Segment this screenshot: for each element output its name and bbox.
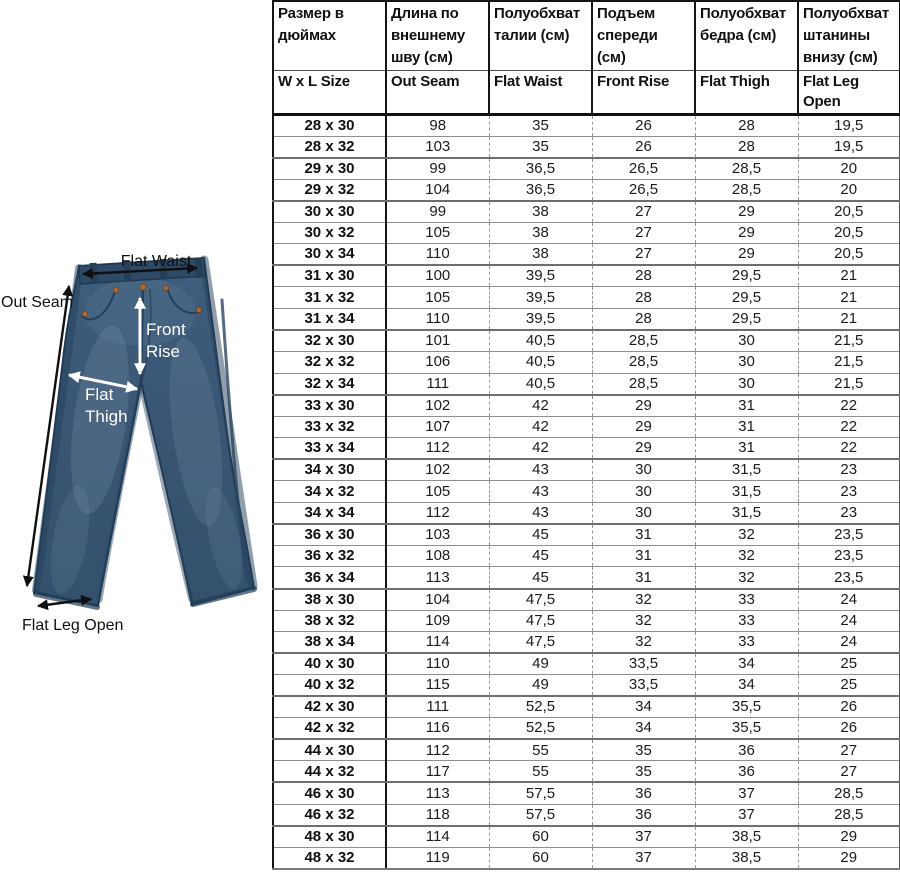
measurement-cell: 60	[489, 826, 592, 848]
table-row	[273, 567, 900, 589]
measurement-cell: 113	[386, 567, 489, 589]
table-row	[273, 373, 900, 395]
measurement-cell: 37	[695, 804, 798, 826]
measurement-cell: 28,5	[695, 158, 798, 180]
measurement-cell: 24	[798, 632, 900, 654]
size-cell: 30 x 32	[273, 222, 386, 244]
measurement-cell: 22	[798, 438, 900, 460]
measurement-cell: 110	[386, 653, 489, 675]
measurement-cell: 102	[386, 395, 489, 417]
measurement-cell: 19,5	[798, 136, 900, 158]
measurement-cell: 112	[386, 502, 489, 524]
measurement-cell: 107	[386, 416, 489, 438]
column-header-ru: Размер в дюймах	[273, 1, 386, 71]
measurement-cell: 21,5	[798, 330, 900, 352]
measurement-cell: 28	[695, 115, 798, 137]
column-header-en: Front Rise	[592, 71, 695, 115]
measurement-cell: 26	[592, 115, 695, 137]
measurement-cell: 21,5	[798, 352, 900, 374]
measurement-cell: 28	[592, 308, 695, 330]
measurement-cell: 34	[592, 696, 695, 718]
measurement-cell: 42	[489, 395, 592, 417]
front-rise-label-line2: Rise	[146, 342, 181, 361]
measurement-cell: 55	[489, 761, 592, 783]
measurement-cell: 29	[798, 826, 900, 848]
size-cell: 29 x 30	[273, 158, 386, 180]
table-row	[273, 545, 900, 567]
measurement-cell: 20,5	[798, 222, 900, 244]
size-cell: 36 x 34	[273, 567, 386, 589]
table-row	[273, 653, 900, 675]
measurement-cell: 24	[798, 610, 900, 632]
table-row	[273, 524, 900, 546]
measurement-cell: 21,5	[798, 373, 900, 395]
measurement-cell: 36	[592, 782, 695, 804]
measurement-cell: 98	[386, 115, 489, 137]
measurement-cell: 38	[489, 244, 592, 266]
size-cell: 36 x 30	[273, 524, 386, 546]
measurement-cell: 47,5	[489, 632, 592, 654]
measurement-cell: 23,5	[798, 524, 900, 546]
measurement-cell: 32	[592, 589, 695, 611]
measurement-cell: 28,5	[798, 782, 900, 804]
measurement-cell: 36,5	[489, 158, 592, 180]
table-row	[273, 287, 900, 309]
measurement-cell: 23	[798, 459, 900, 481]
table-row	[273, 179, 900, 201]
measurement-cell: 108	[386, 545, 489, 567]
measurement-cell: 24	[798, 589, 900, 611]
size-cell: 48 x 30	[273, 826, 386, 848]
size-cell: 44 x 30	[273, 739, 386, 761]
column-header-en: Flat Leg Open	[798, 71, 900, 115]
size-cell: 38 x 30	[273, 589, 386, 611]
measurement-cell: 19,5	[798, 115, 900, 137]
measurement-cell: 28	[592, 287, 695, 309]
column-header-ru: Полуобхват штанины внизу (см)	[798, 1, 900, 71]
measurement-cell: 21	[798, 287, 900, 309]
measurement-cell: 106	[386, 352, 489, 374]
measurement-cell: 111	[386, 373, 489, 395]
table-row	[273, 308, 900, 330]
measurement-cell: 20	[798, 179, 900, 201]
measurement-cell: 20,5	[798, 201, 900, 223]
measurement-cell: 57,5	[489, 804, 592, 826]
measurement-cell: 105	[386, 481, 489, 503]
measurement-cell: 111	[386, 696, 489, 718]
measurement-cell: 57,5	[489, 782, 592, 804]
size-cell: 40 x 30	[273, 653, 386, 675]
measurement-cell: 112	[386, 739, 489, 761]
measurement-cell: 40,5	[489, 352, 592, 374]
measurement-cell: 104	[386, 179, 489, 201]
measurement-cell: 23	[798, 481, 900, 503]
out-seam-label: Out Seam	[1, 294, 74, 311]
table-row	[273, 610, 900, 632]
measurement-cell: 39,5	[489, 308, 592, 330]
measurement-cell: 26,5	[592, 158, 695, 180]
measurement-cell: 32	[695, 524, 798, 546]
measurement-cell: 21	[798, 308, 900, 330]
measurement-cell: 29,5	[695, 287, 798, 309]
measurement-cell: 49	[489, 653, 592, 675]
measurement-cell: 33	[695, 589, 798, 611]
measurement-cell: 26	[592, 136, 695, 158]
measurement-cell: 37	[695, 782, 798, 804]
size-cell: 46 x 30	[273, 782, 386, 804]
measurement-cell: 30	[592, 502, 695, 524]
size-cell: 32 x 34	[273, 373, 386, 395]
table-row	[273, 136, 900, 158]
measurement-cell: 40,5	[489, 330, 592, 352]
size-cell: 44 x 32	[273, 761, 386, 783]
measurement-cell: 38,5	[695, 847, 798, 869]
measurement-cell: 27	[592, 244, 695, 266]
measurement-cell: 31,5	[695, 502, 798, 524]
measurement-cell: 99	[386, 201, 489, 223]
size-table-wrap	[272, 0, 900, 888]
measurement-cell: 32	[695, 545, 798, 567]
measurement-cell: 31	[695, 438, 798, 460]
measurement-cell: 35,5	[695, 696, 798, 718]
measurement-cell: 39,5	[489, 287, 592, 309]
size-cell: 31 x 30	[273, 265, 386, 287]
measurement-cell: 29	[695, 244, 798, 266]
measurement-cell: 23,5	[798, 567, 900, 589]
measurement-cell: 117	[386, 761, 489, 783]
measurement-cell: 103	[386, 524, 489, 546]
measurement-cell: 38	[489, 222, 592, 244]
table-row	[273, 696, 900, 718]
measurement-cell: 38,5	[695, 826, 798, 848]
measurement-cell: 31	[592, 567, 695, 589]
measurement-cell: 36	[592, 804, 695, 826]
size-cell: 33 x 34	[273, 438, 386, 460]
measurement-cell: 100	[386, 265, 489, 287]
measurement-cell: 34	[695, 675, 798, 697]
measurement-cell: 105	[386, 287, 489, 309]
measurement-cell: 36	[695, 739, 798, 761]
measurement-cell: 114	[386, 826, 489, 848]
measurement-cell: 22	[798, 395, 900, 417]
flat-leg-open-label: Flat Leg Open	[22, 617, 124, 634]
measurement-cell: 26,5	[592, 179, 695, 201]
measurement-cell: 40,5	[489, 373, 592, 395]
column-header-ru: Длина по внешнему шву (см)	[386, 1, 489, 71]
measurement-cell: 52,5	[489, 696, 592, 718]
measurement-cell: 110	[386, 244, 489, 266]
measurement-cell: 29,5	[695, 308, 798, 330]
measurement-cell: 60	[489, 847, 592, 869]
measurement-cell: 118	[386, 804, 489, 826]
measurement-cell: 21	[798, 265, 900, 287]
measurement-cell: 20,5	[798, 244, 900, 266]
measurement-cell: 35	[592, 761, 695, 783]
measurement-cell: 47,5	[489, 610, 592, 632]
measurement-cell: 28,5	[592, 330, 695, 352]
column-header-en: W x L Size	[273, 71, 386, 115]
measurement-cell: 35	[592, 739, 695, 761]
measurement-cell: 101	[386, 330, 489, 352]
size-cell: 30 x 34	[273, 244, 386, 266]
measurement-cell: 32	[695, 567, 798, 589]
size-cell: 34 x 34	[273, 502, 386, 524]
measurement-cell: 43	[489, 502, 592, 524]
measurement-cell: 26	[798, 696, 900, 718]
measurement-cell: 36	[695, 761, 798, 783]
measurement-cell: 34	[592, 718, 695, 740]
size-table	[272, 0, 900, 870]
measurement-cell: 28,5	[798, 804, 900, 826]
measurement-cell: 35	[489, 115, 592, 137]
size-cell: 33 x 32	[273, 416, 386, 438]
jeans-diagram-svg	[0, 0, 272, 888]
measurement-cell: 112	[386, 438, 489, 460]
size-cell: 28 x 32	[273, 136, 386, 158]
measurement-cell: 33,5	[592, 653, 695, 675]
measurement-cell: 32	[592, 632, 695, 654]
table-row	[273, 847, 900, 869]
flat-waist-label: Flat Waist	[120, 253, 192, 270]
measurement-cell: 42	[489, 416, 592, 438]
measurement-cell: 45	[489, 567, 592, 589]
measurement-cell: 29,5	[695, 265, 798, 287]
measurement-cell: 35	[489, 136, 592, 158]
measurement-cell: 22	[798, 416, 900, 438]
table-row	[273, 438, 900, 460]
table-row	[273, 502, 900, 524]
measurement-cell: 31,5	[695, 459, 798, 481]
measurement-cell: 39,5	[489, 265, 592, 287]
size-table-body	[273, 115, 900, 869]
measurement-cell: 43	[489, 459, 592, 481]
header-row-en	[273, 71, 900, 115]
measurement-cell: 27	[592, 222, 695, 244]
table-row	[273, 416, 900, 438]
size-cell: 34 x 30	[273, 459, 386, 481]
table-row	[273, 675, 900, 697]
measurement-cell: 30	[695, 330, 798, 352]
measurement-cell: 20	[798, 158, 900, 180]
measurement-cell: 31	[695, 416, 798, 438]
measurement-cell: 33,5	[592, 675, 695, 697]
column-header-en: Out Seam	[386, 71, 489, 115]
size-cell: 34 x 32	[273, 481, 386, 503]
table-row	[273, 158, 900, 180]
table-row	[273, 244, 900, 266]
measurement-cell: 29	[592, 416, 695, 438]
size-cell: 42 x 30	[273, 696, 386, 718]
measurement-cell: 113	[386, 782, 489, 804]
measurement-cell: 102	[386, 459, 489, 481]
header-row-ru	[273, 1, 900, 71]
measurement-cell: 28,5	[592, 373, 695, 395]
measurement-cell: 37	[592, 826, 695, 848]
table-row	[273, 739, 900, 761]
measurement-cell: 119	[386, 847, 489, 869]
measurement-cell: 30	[592, 459, 695, 481]
size-cell: 31 x 32	[273, 287, 386, 309]
measurement-cell: 45	[489, 524, 592, 546]
measurement-cell: 45	[489, 545, 592, 567]
measurement-cell: 30	[695, 373, 798, 395]
measurement-cell: 28,5	[592, 352, 695, 374]
measurement-cell: 23	[798, 502, 900, 524]
measurement-cell: 28,5	[695, 179, 798, 201]
measurement-cell: 31,5	[695, 481, 798, 503]
table-row	[273, 115, 900, 137]
measurement-cell: 55	[489, 739, 592, 761]
size-cell: 31 x 34	[273, 308, 386, 330]
measurement-cell: 104	[386, 589, 489, 611]
measurement-cell: 30	[695, 352, 798, 374]
column-header-en: Flat Thigh	[695, 71, 798, 115]
column-header-ru: Подъем спереди (см)	[592, 1, 695, 71]
measurement-cell: 103	[386, 136, 489, 158]
measurement-cell: 27	[592, 201, 695, 223]
measurement-cell: 49	[489, 675, 592, 697]
waist-button	[140, 284, 146, 290]
size-cell: 33 x 30	[273, 395, 386, 417]
measurement-cell: 29	[592, 395, 695, 417]
table-row	[273, 352, 900, 374]
flat-thigh-label-line1: Flat	[85, 385, 114, 404]
measurement-cell: 28	[695, 136, 798, 158]
table-row	[273, 804, 900, 826]
size-table-header	[273, 1, 900, 115]
measurement-cell: 27	[798, 761, 900, 783]
measurement-cell: 42	[489, 438, 592, 460]
measurement-cell: 34	[695, 653, 798, 675]
measurement-cell: 29	[695, 201, 798, 223]
measurement-cell: 31	[695, 395, 798, 417]
measurement-cell: 29	[592, 438, 695, 460]
size-cell: 29 x 32	[273, 179, 386, 201]
table-row	[273, 589, 900, 611]
front-rise-label-line1: Front	[146, 320, 186, 339]
measurement-cell: 29	[695, 222, 798, 244]
size-cell: 48 x 32	[273, 847, 386, 869]
measurement-cell: 114	[386, 632, 489, 654]
measurement-cell: 28	[592, 265, 695, 287]
measurement-cell: 23,5	[798, 545, 900, 567]
column-header-ru: Полуобхват талии (см)	[489, 1, 592, 71]
measurement-cell: 35,5	[695, 718, 798, 740]
measurement-cell: 32	[592, 610, 695, 632]
table-row	[273, 395, 900, 417]
measurement-cell: 36,5	[489, 179, 592, 201]
size-cell: 38 x 34	[273, 632, 386, 654]
size-cell: 28 x 30	[273, 115, 386, 137]
size-cell: 40 x 32	[273, 675, 386, 697]
measurement-cell: 105	[386, 222, 489, 244]
measurement-cell: 26	[798, 718, 900, 740]
column-header-ru: Полуобхват бедра (см)	[695, 1, 798, 71]
table-row	[273, 782, 900, 804]
size-cell: 46 x 32	[273, 804, 386, 826]
measurement-cell: 115	[386, 675, 489, 697]
measurement-cell: 43	[489, 481, 592, 503]
table-row	[273, 718, 900, 740]
measurement-cell: 25	[798, 653, 900, 675]
measurement-cell: 110	[386, 308, 489, 330]
measurement-cell: 47,5	[489, 589, 592, 611]
measurement-cell: 33	[695, 632, 798, 654]
measurement-cell: 31	[592, 545, 695, 567]
measurement-cell: 33	[695, 610, 798, 632]
measurement-cell: 38	[489, 201, 592, 223]
table-row	[273, 459, 900, 481]
size-cell: 36 x 32	[273, 545, 386, 567]
column-header-en: Flat Waist	[489, 71, 592, 115]
table-row	[273, 201, 900, 223]
size-cell: 42 x 32	[273, 718, 386, 740]
measurement-cell: 27	[798, 739, 900, 761]
flat-thigh-label-line2: Thigh	[85, 407, 128, 426]
table-row	[273, 330, 900, 352]
measurement-cell: 29	[798, 847, 900, 869]
table-row	[273, 265, 900, 287]
table-row	[273, 481, 900, 503]
table-row	[273, 761, 900, 783]
measurement-cell: 99	[386, 158, 489, 180]
measurement-cell: 109	[386, 610, 489, 632]
measurement-cell: 31	[592, 524, 695, 546]
table-row	[273, 632, 900, 654]
size-cell: 38 x 32	[273, 610, 386, 632]
measurement-cell: 116	[386, 718, 489, 740]
size-cell: 32 x 30	[273, 330, 386, 352]
measurement-cell: 37	[592, 847, 695, 869]
table-row	[273, 826, 900, 848]
measurement-cell: 52,5	[489, 718, 592, 740]
measurement-cell: 25	[798, 675, 900, 697]
measurement-cell: 30	[592, 481, 695, 503]
size-cell: 30 x 30	[273, 201, 386, 223]
table-row	[273, 222, 900, 244]
size-cell: 32 x 32	[273, 352, 386, 374]
jeans-measurement-diagram	[0, 0, 272, 888]
